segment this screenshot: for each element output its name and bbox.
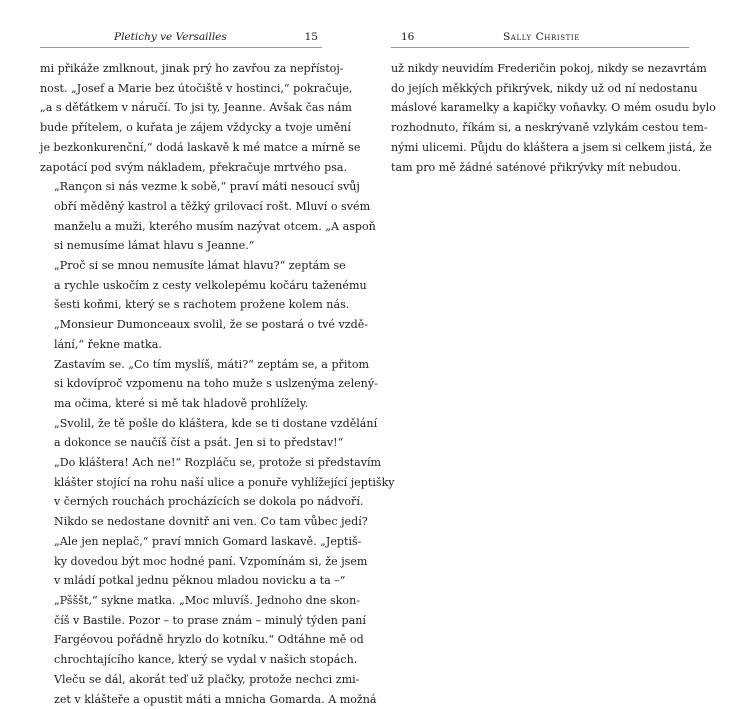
text-line: v mládí potkal jednu pěknou mladou novicku a ta –“ bbox=[40, 571, 322, 591]
text-line: manželu a muži, kterého musím nazývat otcem. „A aspoň bbox=[40, 217, 322, 237]
text-line: „a s děťátkem v náručí. To jsi ty, Jeanne. Avšak čas nám bbox=[40, 98, 322, 118]
text-line: Nikdo se nedostane dovnitř ani ven. Co tam vůbec jedí? bbox=[40, 512, 322, 532]
text-line: Vleču se dál, akorát teď už plačky, protože nechci zmi- bbox=[40, 670, 322, 690]
running-head bbox=[391, 30, 689, 48]
text-line: „Proč si se mnou nemusíte lámat hlavu?“ zeptám se bbox=[40, 256, 322, 276]
text-line: obří měděný kastrol a těžký grilovací rošt. Mluví o svém bbox=[40, 197, 322, 217]
text-line: a dokonce se naučíš číst a psát. Jen si to představ!“ bbox=[40, 433, 322, 453]
text-line: „Rançon si nás vezme k sobě,“ praví máti nesoucí svůj bbox=[40, 177, 322, 197]
running-head bbox=[40, 30, 322, 48]
text-line: nost. „Josef a Marie bez útočiště v hostinci,“ pokračuje, bbox=[40, 79, 322, 99]
author-header: Sally Christie bbox=[503, 30, 580, 44]
paragraph bbox=[40, 670, 322, 709]
text-line: rozhodnuto, říkám si, a neskrývaně vzlykám cestou tem- bbox=[391, 118, 689, 138]
text-line: nými ulicemi. Půjdu do kláštera a jsem si celkem jistá, že bbox=[391, 138, 689, 158]
text-line: si kdovíproč vzpomenu na toho muže s uslzenýma zelený- bbox=[40, 374, 322, 394]
paragraph bbox=[40, 414, 322, 453]
text-line: do jejích měkkých přikrývek, nikdy už od ní nedostanu bbox=[391, 79, 689, 99]
text-line: mi přikáže zmlknout, jinak prý ho zavřou za nepřístoj- bbox=[40, 59, 322, 79]
left-page bbox=[40, 0, 322, 600]
text-line: zapotácí pod svým nákladem, překračuje mrtvého psa. bbox=[40, 158, 322, 178]
body-text bbox=[391, 59, 689, 177]
text-line: „Pšššt,“ sykne matka. „Moc mluvíš. Jednoho dne skon- bbox=[40, 591, 322, 611]
book-title-header: Pletichy ve Versailles bbox=[114, 30, 227, 44]
text-line: tam pro mě žádné saténové přikrývky mít nebudou. bbox=[391, 158, 689, 178]
paragraph bbox=[40, 177, 322, 256]
right-page bbox=[391, 0, 689, 600]
text-line: ma očima, které si mě tak hladově prohlížely. bbox=[40, 394, 322, 414]
text-line: v černých rouchách procházících se dokola po nádvoří. bbox=[40, 492, 322, 512]
text-line: „Svolil, že tě pošle do kláštera, kde se ti dostane vzdělání bbox=[40, 414, 322, 434]
paragraph bbox=[40, 532, 322, 591]
text-line: lání,“ řekne matka. bbox=[40, 335, 322, 355]
page-number: 16 bbox=[401, 30, 414, 44]
text-line: si nemusíme lámat hlavu s Jeanne.“ bbox=[40, 236, 322, 256]
text-line: už nikdy neuvidím Frederičin pokoj, nikdy se nezavrtám bbox=[391, 59, 689, 79]
text-line: „Do kláštera! Ach ne!“ Rozpláču se, protože si představím bbox=[40, 453, 322, 473]
text-line: máslové karamelky a kapičky voňavky. O mém osudu bylo bbox=[391, 98, 689, 118]
page-number: 15 bbox=[305, 30, 318, 44]
text-line: Fargéovou pořádně hryzlo do kotníku.“ Odtáhne mě od bbox=[40, 630, 322, 650]
header-rule bbox=[40, 47, 322, 48]
paragraph bbox=[40, 355, 322, 414]
paragraph bbox=[391, 59, 689, 177]
paragraph bbox=[40, 453, 322, 532]
paragraph bbox=[40, 256, 322, 315]
text-line: bude přítelem, o kuřata je zájem vždycky a tvoje umění bbox=[40, 118, 322, 138]
text-line: Zastavím se. „Co tím myslíš, máti?“ zeptám se, a přitom bbox=[40, 355, 322, 375]
text-line: „Monsieur Dumonceaux svolil, že se postará o tvé vzdě- bbox=[40, 315, 322, 335]
text-line: chrochtajícího kance, který se vydal v našich stopách. bbox=[40, 650, 322, 670]
text-line: číš v Bastile. Pozor – to prase znám – minulý týden paní bbox=[40, 611, 322, 631]
paragraph bbox=[40, 591, 322, 670]
header-rule bbox=[391, 47, 689, 48]
text-line: klášter stojící na rohu naší ulice a ponuře vyhlížející jeptišky bbox=[40, 473, 322, 493]
text-line: zet v klášteře a opustit máti a mnicha Gomarda. A možná bbox=[40, 690, 322, 709]
paragraph bbox=[40, 315, 322, 354]
paragraph bbox=[40, 59, 322, 177]
text-line: šesti koňmi, který se s rachotem prožene kolem nás. bbox=[40, 295, 322, 315]
text-line: „Ale jen neplač,“ praví mnich Gomard laskavě. „Jeptiš- bbox=[40, 532, 322, 552]
text-line: a rychle uskočím z cesty velkolepému kočáru taženému bbox=[40, 276, 322, 296]
text-line: ky dovedou být moc hodné paní. Vzpomínám si, že jsem bbox=[40, 552, 322, 572]
text-line: je bezkonkurenční,“ dodá laskavě k mé matce a mírně se bbox=[40, 138, 322, 158]
body-text bbox=[40, 59, 322, 709]
